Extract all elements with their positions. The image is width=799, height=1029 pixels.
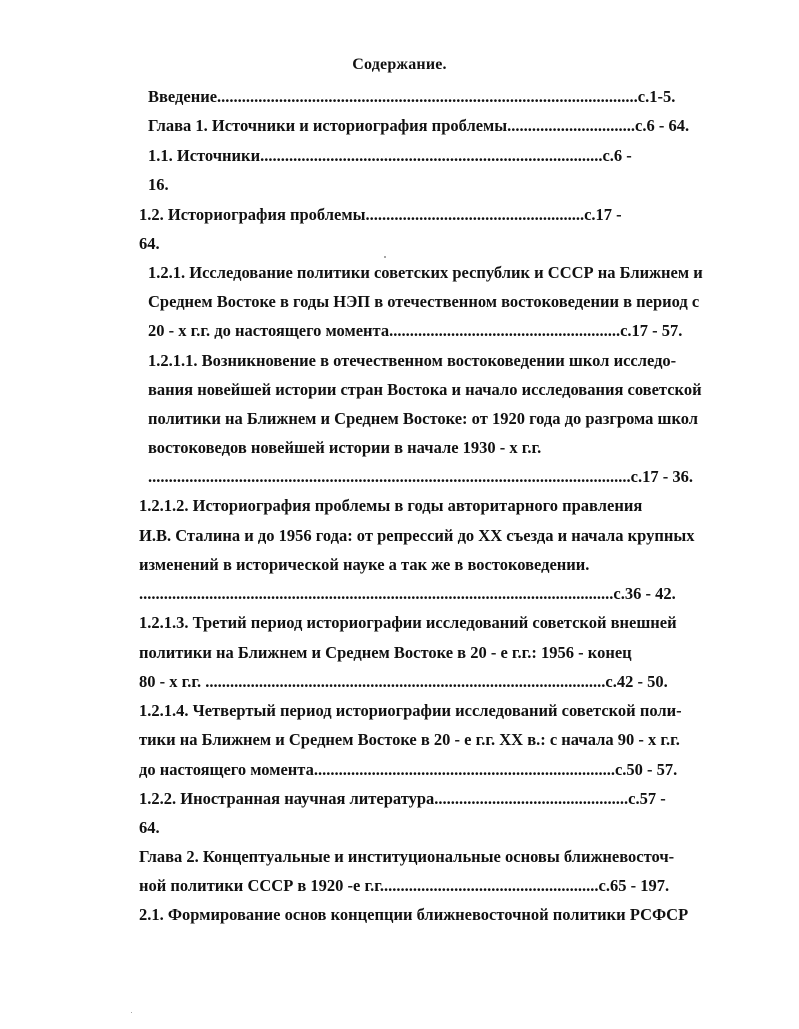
toc-line: Глава 1. Источники и историография проблемы...............................с.6 - 64.	[148, 116, 690, 135]
toc-line: 1.2.1.2. Историография проблемы в годы авторитарного правления	[139, 496, 643, 515]
toc-line: Введение......................................................................................................с.1-5.	[148, 87, 676, 106]
toc-line: 16.	[148, 175, 169, 194]
toc-line: 1.1. Источники...................................................................................с.6 -	[148, 146, 632, 165]
scan-speck	[384, 256, 386, 258]
page-title: Содержание.	[352, 56, 447, 73]
toc-line: ...................................................................................................................с.36 - 42.	[139, 584, 676, 603]
toc-line: 20 - х г.г. до настоящего момента........................................................с.17 - 57.	[148, 321, 683, 340]
toc-line: политики на Ближнем и Среднем Востоке: от 1920 года до разгрома школ	[148, 409, 699, 428]
toc-line: тики на Ближнем и Среднем Востоке в 20 - е г.г. XX в.: с начала 90 - х г.г.	[139, 730, 680, 749]
toc-line: 1.2.1.3. Третий период историографии исследований советской внешней	[139, 613, 677, 632]
toc-line: 80 - х г.г. .................................................................................................с.42 - 50.	[139, 672, 668, 691]
toc-line: 64.	[139, 234, 160, 253]
toc-line: востоковедов новейшей истории в начале 1930 - х г.г.	[148, 438, 542, 457]
toc-line: 1.2.1.1. Возникновение в отечественном востоковедении школ исследо-	[148, 351, 677, 370]
toc-line: ной политики СССР в 1920 -е г.г.....................................................с.65 - 197.	[139, 876, 670, 895]
scan-speck	[131, 1012, 132, 1013]
toc-line: 1.2.2. Иностранная научная литература...............................................с.57 -	[139, 789, 666, 808]
toc-line: 64.	[139, 818, 160, 837]
toc-line: изменений в исторической науке а так же в востоковедении.	[139, 555, 590, 574]
toc-line: 2.1. Формирование основ концепции ближневосточной политики РСФСР	[139, 905, 689, 924]
toc-line: вания новейшей истории стран Востока и начало исследования советской	[148, 380, 702, 399]
toc-line: 1.2.1. Исследование политики советских республик и СССР на Ближнем и	[148, 263, 703, 282]
toc-line: Глава 2. Концептуальные и институциональные основы ближневосточ-	[139, 847, 675, 866]
toc-line: И.В. Сталина и до 1956 года: от репрессий до XX съезда и начала крупных	[139, 526, 695, 545]
toc-line: Среднем Востоке в годы НЭП в отечественном востоковедении в период с	[148, 292, 700, 311]
toc-line: до настоящего момента.........................................................................с.50 - 57.	[139, 760, 678, 779]
toc-line: .....................................................................................................................с.17 - 36.	[148, 467, 693, 486]
toc-line: 1.2.1.4. Четвертый период историографии исследований советской поли-	[139, 701, 682, 720]
toc-line: политики на Ближнем и Среднем Востоке в 20 - е г.г.: 1956 - конец	[139, 643, 632, 662]
toc-line: 1.2. Историография проблемы.....................................................с.17 -	[139, 205, 622, 224]
